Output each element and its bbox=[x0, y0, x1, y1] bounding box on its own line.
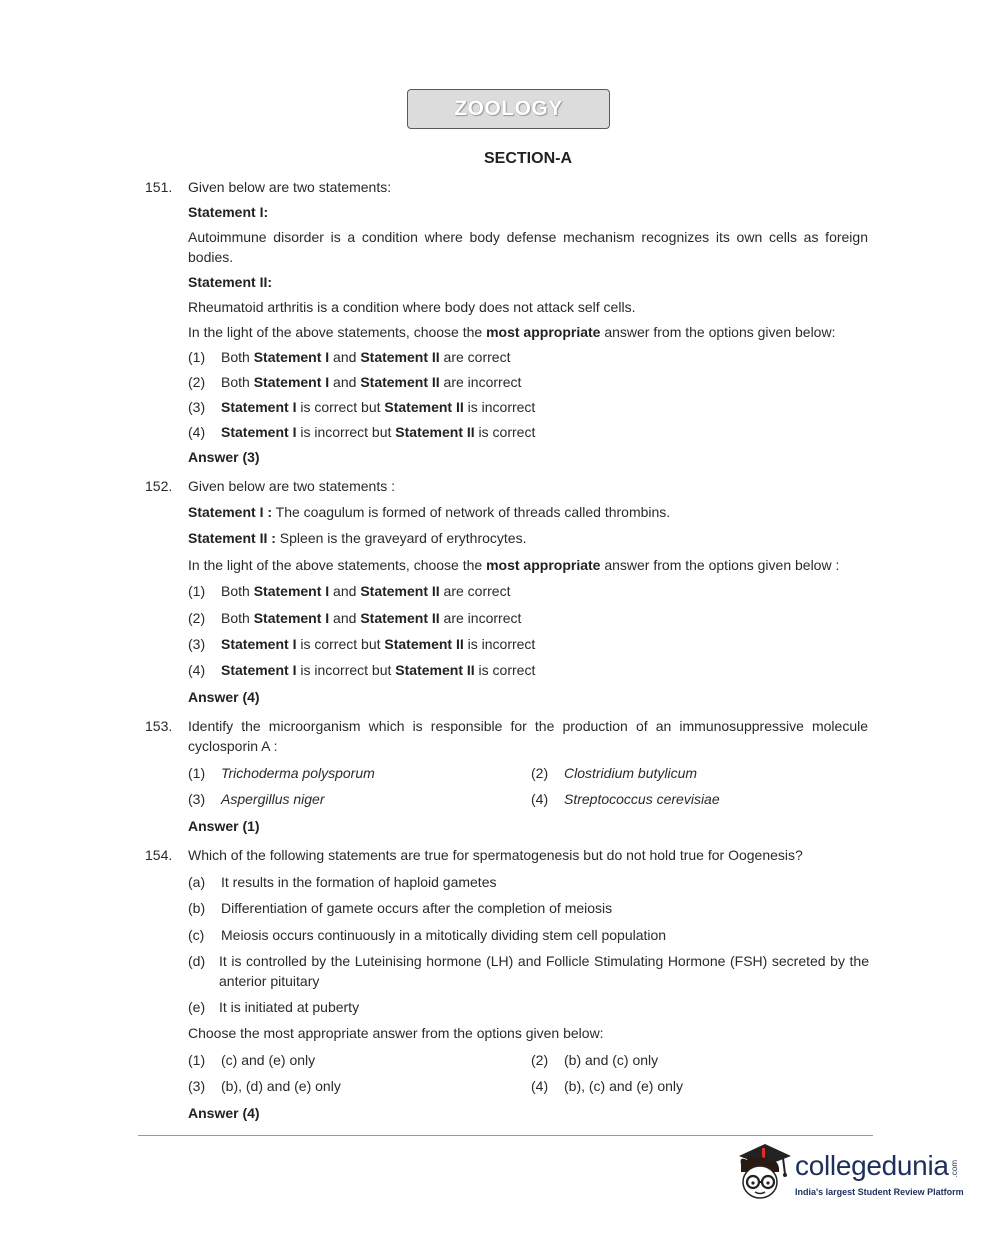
statement-number: (d) bbox=[188, 953, 206, 969]
brand-suffix: .com bbox=[950, 1160, 959, 1178]
answer-label: Answer (4) bbox=[188, 689, 260, 705]
statement-number: (a) bbox=[188, 874, 206, 890]
question-prompt: In the light of the above statements, choose the most appropriate answer from the options given below: bbox=[188, 324, 836, 340]
footer-divider bbox=[138, 1135, 873, 1136]
brand-tagline: India's largest Student Review Platform bbox=[795, 1187, 964, 1197]
option-text: Statement I is correct but Statement II is incorrect bbox=[221, 636, 536, 652]
option-number: (3) bbox=[188, 791, 206, 807]
option-number: (2) bbox=[188, 610, 206, 626]
question-number: 151. bbox=[145, 179, 173, 195]
option-text: Statement I is incorrect but Statement II is correct bbox=[221, 662, 536, 678]
option-number: (1) bbox=[188, 583, 206, 599]
option-number: (1) bbox=[188, 765, 206, 781]
statement-label: Statement II: bbox=[188, 274, 273, 290]
option-text: Clostridium butylicum bbox=[564, 765, 698, 781]
question-number: 152. bbox=[145, 478, 173, 494]
statement-text: Meiosis occurs continuously in a mitotically dividing stem cell population bbox=[221, 927, 667, 943]
option-text: (b), (c) and (e) only bbox=[564, 1078, 684, 1094]
statement-number: (b) bbox=[188, 900, 206, 916]
option-text: Both Statement I and Statement II are incorrect bbox=[221, 610, 522, 626]
option-number: (4) bbox=[188, 662, 206, 678]
statement-text: Differentiation of gamete occurs after the completion of meiosis bbox=[221, 900, 613, 916]
option-text: Streptococcus cerevisiae bbox=[564, 791, 720, 807]
subject-title: ZOOLOGY bbox=[454, 97, 563, 120]
answer-label: Answer (3) bbox=[188, 449, 260, 465]
option-text: Both Statement I and Statement II are correct bbox=[221, 583, 511, 599]
option-number: (1) bbox=[188, 349, 206, 365]
option-number: (4) bbox=[531, 1078, 549, 1094]
option-number: (3) bbox=[188, 399, 206, 415]
question-intro: Given below are two statements: bbox=[188, 179, 392, 195]
brand-name: collegedunia bbox=[795, 1150, 949, 1181]
statement-line: Statement I : The coagulum is formed of network of threads called thrombins. bbox=[188, 504, 671, 520]
question-number: 153. bbox=[145, 718, 173, 734]
question-prompt: In the light of the above statements, choose the most appropriate answer from the options given below : bbox=[188, 557, 840, 573]
question-text: Which of the following statements are true for spermatogenesis but do not hold true for Oogenesis? bbox=[188, 847, 803, 863]
statement-text: It is controlled by the Luteinising hormone (LH) and Follicle Stimulating Hormone (FSH) secreted by the anterior pituitary bbox=[219, 953, 869, 989]
mascot-icon bbox=[733, 1138, 793, 1208]
option-number: (2) bbox=[531, 1052, 549, 1068]
option-text: (c) and (e) only bbox=[221, 1052, 316, 1068]
statement-label: Statement I: bbox=[188, 204, 269, 220]
option-number: (4) bbox=[531, 791, 549, 807]
question-number: 154. bbox=[145, 847, 173, 863]
question-prompt: Choose the most appropriate answer from the options given below: bbox=[188, 1025, 604, 1041]
statement-text: It results in the formation of haploid gametes bbox=[221, 874, 497, 890]
option-text: (b), (d) and (e) only bbox=[221, 1078, 341, 1094]
option-number: (3) bbox=[188, 636, 206, 652]
option-number: (1) bbox=[188, 1052, 206, 1068]
statement-number: (c) bbox=[188, 927, 205, 943]
option-number: (4) bbox=[188, 424, 206, 440]
section-title: SECTION-A bbox=[484, 150, 572, 167]
statement-text: Rheumatoid arthritis is a condition where body does not attack self cells. bbox=[188, 299, 636, 315]
option-number: (2) bbox=[531, 765, 549, 781]
option-text: Aspergillus niger bbox=[221, 791, 325, 807]
question-text: Identify the microorganism which is responsible for the production of an immunosuppressive molecule cyclosporin A : bbox=[188, 718, 868, 754]
answer-label: Answer (4) bbox=[188, 1105, 260, 1121]
statement-text: Autoimmune disorder is a condition where body defense mechanism recognizes its own cells as foreign bodies. bbox=[188, 229, 868, 265]
option-text: Both Statement I and Statement II are incorrect bbox=[221, 374, 522, 390]
option-number: (3) bbox=[188, 1078, 206, 1094]
answer-label: Answer (1) bbox=[188, 818, 260, 834]
option-text: Trichoderma polysporum bbox=[221, 765, 375, 781]
statement-text: It is initiated at puberty bbox=[219, 999, 360, 1015]
question-intro: Given below are two statements : bbox=[188, 478, 395, 494]
statement-number: (e) bbox=[188, 999, 206, 1015]
option-text: (b) and (c) only bbox=[564, 1052, 659, 1068]
statement-line: Statement II : Spleen is the graveyard of erythrocytes. bbox=[188, 530, 527, 546]
option-number: (2) bbox=[188, 374, 206, 390]
option-text: Statement I is incorrect but Statement II is correct bbox=[221, 424, 536, 440]
option-text: Statement I is correct but Statement II is incorrect bbox=[221, 399, 536, 415]
subject-header bbox=[407, 89, 610, 129]
option-text: Both Statement I and Statement II are correct bbox=[221, 349, 511, 365]
